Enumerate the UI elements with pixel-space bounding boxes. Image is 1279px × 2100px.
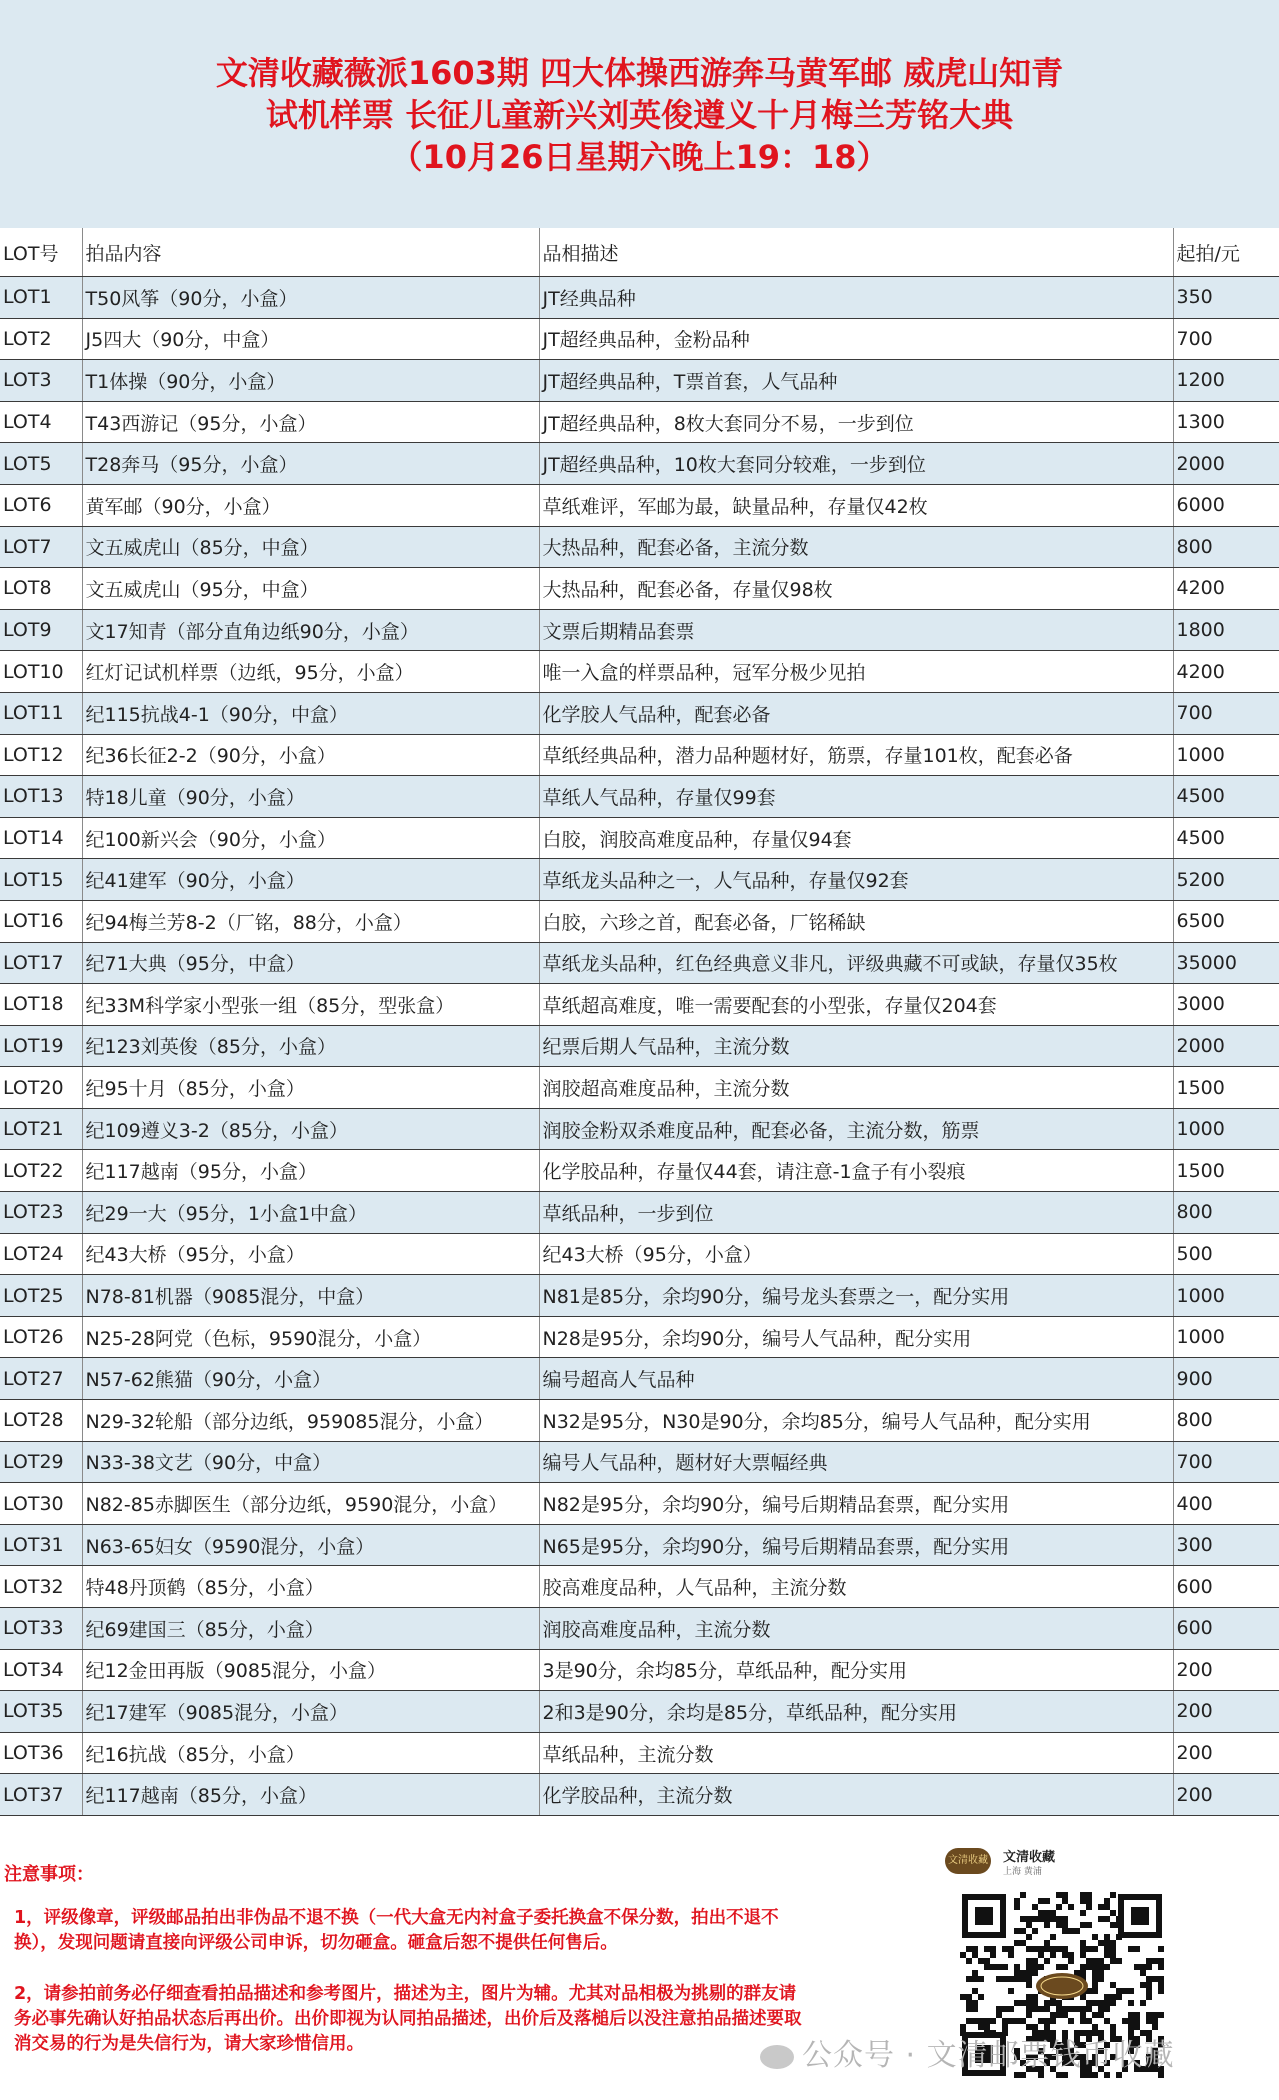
lot-number-cell: LOT6 — [0, 484, 82, 526]
condition-cell: 文票后期精品套票 — [539, 609, 1173, 651]
start-price-cell: 4500 — [1173, 817, 1279, 859]
start-price-cell: 350 — [1173, 277, 1279, 319]
start-price-cell: 800 — [1173, 1400, 1279, 1442]
item-cell: 黄军邮（90分，小盒） — [82, 484, 539, 526]
notes-section — [0, 1820, 1279, 2100]
table-row — [0, 1608, 1279, 1650]
table-row — [0, 526, 1279, 568]
brand-name: 文清收藏 — [1003, 1850, 1056, 1865]
table-row — [0, 692, 1279, 734]
item-cell: 特18儿童（90分，小盒） — [82, 776, 539, 818]
lot-number-cell: LOT21 — [0, 1108, 82, 1150]
lot-number-cell: LOT26 — [0, 1316, 82, 1358]
item-cell: T28奔马（95分，小盒） — [82, 443, 539, 485]
lot-table — [0, 228, 1279, 1816]
start-price-cell: 1300 — [1173, 401, 1279, 443]
lot-number-cell: LOT33 — [0, 1608, 82, 1650]
item-cell: 纪94梅兰芳8-2（厂铭，88分，小盒） — [82, 900, 539, 942]
item-cell: 文五威虎山（85分，中盒） — [82, 526, 539, 568]
lot-number-cell: LOT5 — [0, 443, 82, 485]
column-header-condition: 品相描述 — [539, 228, 1173, 277]
lot-number-cell: LOT9 — [0, 609, 82, 651]
item-cell: N25-28阿党（色标，9590混分，小盒） — [82, 1316, 539, 1358]
item-cell: J5四大（90分，中盒） — [82, 318, 539, 360]
table-row — [0, 1192, 1279, 1234]
table-row — [0, 1275, 1279, 1317]
condition-cell: 3是90分，余均85分，草纸品种，配分实用 — [539, 1649, 1173, 1691]
start-price-cell: 4500 — [1173, 776, 1279, 818]
start-price-cell: 1200 — [1173, 360, 1279, 402]
start-price-cell: 1500 — [1173, 1150, 1279, 1192]
auction-date: （10月26日星期六晚上19：18） — [390, 138, 889, 176]
table-row — [0, 609, 1279, 651]
table-row — [0, 1358, 1279, 1400]
start-price-cell: 6000 — [1173, 484, 1279, 526]
item-cell: 纪43大桥（95分，小盒） — [82, 1233, 539, 1275]
condition-cell: 润胶高难度品种，主流分数 — [539, 1608, 1173, 1650]
start-price-cell: 600 — [1173, 1608, 1279, 1650]
start-price-cell: 1000 — [1173, 734, 1279, 776]
condition-cell: 草纸经典品种，潜力品种题材好，筋票，存量101枚，配套必备 — [539, 734, 1173, 776]
item-cell: N29-32轮船（部分边纸，959085混分，小盒） — [82, 1400, 539, 1442]
start-price-cell: 1800 — [1173, 609, 1279, 651]
wechat-icon — [760, 2045, 794, 2069]
start-price-cell: 2000 — [1173, 443, 1279, 485]
item-cell: N82-85赤脚医生（部分边纸，9590混分，小盒） — [82, 1483, 539, 1525]
lot-number-cell: LOT7 — [0, 526, 82, 568]
item-cell: 文17知青（部分直角边纸90分，小盒） — [82, 609, 539, 651]
condition-cell: 草纸人气品种，存量仅99套 — [539, 776, 1173, 818]
item-cell: 纪41建军（90分，小盒） — [82, 859, 539, 901]
lot-number-cell: LOT22 — [0, 1150, 82, 1192]
table-row — [0, 900, 1279, 942]
lot-number-cell: LOT19 — [0, 1025, 82, 1067]
lot-number-cell: LOT37 — [0, 1774, 82, 1816]
lot-number-cell: LOT8 — [0, 568, 82, 610]
note-paragraph-2: 2，请参拍前务必仔细查看拍品描述和参考图片，描述为主，图片为辅。尤其对品相极为挑剔的群友请务必事先确认好拍品状态后再出价。出价即视为认同拍品描述，出价后及落槌后以没注意拍品描述要取消交易的行为是失信行为，请大家珍惜信用。 — [14, 1984, 802, 2054]
condition-cell: 化学胶品种，存量仅44套，请注意-1盒子有小裂痕 — [539, 1150, 1173, 1192]
lot-number-cell: LOT13 — [0, 776, 82, 818]
item-cell: 纪109遵义3-2（85分，小盒） — [82, 1108, 539, 1150]
column-header-start-price: 起拍/元 — [1173, 228, 1279, 277]
table-row — [0, 1441, 1279, 1483]
start-price-cell: 200 — [1173, 1691, 1279, 1733]
item-cell: T50风筝（90分，小盒） — [82, 277, 539, 319]
start-price-cell: 3000 — [1173, 984, 1279, 1026]
item-cell: N33-38文艺（90分，中盒） — [82, 1441, 539, 1483]
condition-cell: JT超经典品种，8枚大套同分不易，一步到位 — [539, 401, 1173, 443]
item-cell: 纪69建国三（85分，小盒） — [82, 1608, 539, 1650]
item-cell: 纪117越南（95分，小盒） — [82, 1150, 539, 1192]
start-price-cell: 1500 — [1173, 1067, 1279, 1109]
condition-cell: N65是95分，余均90分，编号后期精品套票，配分实用 — [539, 1524, 1173, 1566]
auction-title-line1: 文清收藏薇派1603期 四大体操西游奔马黄军邮 威虎山知青 — [215, 54, 1064, 92]
start-price-cell: 800 — [1173, 526, 1279, 568]
lot-number-cell: LOT28 — [0, 1400, 82, 1442]
table-row — [0, 859, 1279, 901]
lot-number-cell: LOT10 — [0, 651, 82, 693]
condition-cell: 草纸品种，主流分数 — [539, 1732, 1173, 1774]
table-row — [0, 401, 1279, 443]
item-cell: 纪17建军（9085混分，小盒） — [82, 1691, 539, 1733]
start-price-cell: 500 — [1173, 1233, 1279, 1275]
lot-number-cell: LOT18 — [0, 984, 82, 1026]
condition-cell: JT经典品种 — [539, 277, 1173, 319]
table-row — [0, 1150, 1279, 1192]
item-cell: N57-62熊猫（90分，小盒） — [82, 1358, 539, 1400]
item-cell: 纪115抗战4-1（90分，中盒） — [82, 692, 539, 734]
table-row — [0, 1233, 1279, 1275]
table-row — [0, 1108, 1279, 1150]
table-row — [0, 734, 1279, 776]
lot-number-cell: LOT23 — [0, 1192, 82, 1234]
condition-cell: 大热品种，配套必备，存量仅98枚 — [539, 568, 1173, 610]
item-cell: 纪16抗战（85分，小盒） — [82, 1732, 539, 1774]
condition-cell: JT超经典品种，10枚大套同分较难，一步到位 — [539, 443, 1173, 485]
table-row — [0, 1524, 1279, 1566]
condition-cell: 草纸品种，一步到位 — [539, 1192, 1173, 1234]
start-price-cell: 2000 — [1173, 1025, 1279, 1067]
table-row — [0, 942, 1279, 984]
condition-cell: 胶高难度品种，人气品种，主流分数 — [539, 1566, 1173, 1608]
table-row — [0, 1691, 1279, 1733]
table-row — [0, 318, 1279, 360]
header-banner — [0, 0, 1279, 228]
start-price-cell: 6500 — [1173, 900, 1279, 942]
item-cell: 纪100新兴会（90分，小盒） — [82, 817, 539, 859]
condition-cell: 白胶，六珍之首，配套必备，厂铭稀缺 — [539, 900, 1173, 942]
condition-cell: N81是85分，余均90分，编号龙头套票之一，配分实用 — [539, 1275, 1173, 1317]
table-row — [0, 817, 1279, 859]
lot-number-cell: LOT1 — [0, 277, 82, 319]
table-row — [0, 651, 1279, 693]
brand-logo: 文清收藏 — [945, 1848, 991, 1874]
watermark — [760, 2030, 1175, 2074]
condition-cell: 润胶金粉双杀难度品种，配套必备，主流分数，筋票 — [539, 1108, 1173, 1150]
table-row — [0, 1067, 1279, 1109]
condition-cell: N32是95分，N30是90分，余均85分，编号人气品种，配分实用 — [539, 1400, 1173, 1442]
lot-number-cell: LOT11 — [0, 692, 82, 734]
start-price-cell: 4200 — [1173, 568, 1279, 610]
column-header-item: 拍品内容 — [82, 228, 539, 277]
lot-number-cell: LOT27 — [0, 1358, 82, 1400]
table-row — [0, 1025, 1279, 1067]
start-price-cell: 900 — [1173, 1358, 1279, 1400]
start-price-cell: 700 — [1173, 692, 1279, 734]
start-price-cell: 200 — [1173, 1649, 1279, 1691]
table-row — [0, 443, 1279, 485]
column-header-lot: LOT号 — [0, 228, 82, 277]
item-cell: 纪36长征2-2（90分，小盒） — [82, 734, 539, 776]
start-price-cell: 700 — [1173, 1441, 1279, 1483]
condition-cell: 草纸龙头品种，红色经典意义非凡，评级典藏不可或缺，存量仅35枚 — [539, 942, 1173, 984]
condition-cell: N28是95分，余均90分，编号人气品种，配分实用 — [539, 1316, 1173, 1358]
item-cell: 红灯记试机样票（边纸，95分，小盒） — [82, 651, 539, 693]
table-row — [0, 360, 1279, 402]
item-cell: N78-81机器（9085混分，中盒） — [82, 1275, 539, 1317]
table-row — [0, 484, 1279, 526]
table-row — [0, 568, 1279, 610]
item-cell: 纪123刘英俊（85分，小盒） — [82, 1025, 539, 1067]
start-price-cell: 700 — [1173, 318, 1279, 360]
lot-number-cell: LOT3 — [0, 360, 82, 402]
condition-cell: 草纸难评，军邮为最，缺量品种，存量仅42枚 — [539, 484, 1173, 526]
item-cell: N63-65妇女（9590混分，小盒） — [82, 1524, 539, 1566]
lot-number-cell: LOT34 — [0, 1649, 82, 1691]
lot-number-cell: LOT15 — [0, 859, 82, 901]
condition-cell: N82是95分，余均90分，编号后期精品套票，配分实用 — [539, 1483, 1173, 1525]
lot-number-cell: LOT4 — [0, 401, 82, 443]
condition-cell: 纪43大桥（95分，小盒） — [539, 1233, 1173, 1275]
table-header-row — [0, 228, 1279, 277]
lot-number-cell: LOT24 — [0, 1233, 82, 1275]
condition-cell: JT超经典品种，金粉品种 — [539, 318, 1173, 360]
item-cell: 纪95十月（85分，小盒） — [82, 1067, 539, 1109]
auction-title-line2: 试机样票 长征儿童新兴刘英俊遵义十月梅兰芳铭大典 — [265, 96, 1014, 134]
start-price-cell: 600 — [1173, 1566, 1279, 1608]
note-paragraph-1: 1，评级像章，评级邮品拍出非伪品不退不换（一代大盒无内衬盒子委托换盒不保分数，拍出不退不换），发现问题请直接向评级公司申诉，切勿砸盒。砸盒后恕不提供任何售后。 — [14, 1908, 779, 1953]
lot-number-cell: LOT20 — [0, 1067, 82, 1109]
condition-cell: 润胶超高难度品种，主流分数 — [539, 1067, 1173, 1109]
condition-cell: 白胶，润胶高难度品种，存量仅94套 — [539, 817, 1173, 859]
brand-location: 上海 黄浦 — [1003, 1867, 1042, 1877]
item-cell: 文五威虎山（95分，中盒） — [82, 568, 539, 610]
table-row — [0, 1774, 1279, 1816]
brand-block — [945, 1842, 1195, 1882]
condition-cell: 大热品种，配套必备，主流分数 — [539, 526, 1173, 568]
start-price-cell: 200 — [1173, 1732, 1279, 1774]
lot-number-cell: LOT31 — [0, 1524, 82, 1566]
lot-number-cell: LOT17 — [0, 942, 82, 984]
start-price-cell: 200 — [1173, 1774, 1279, 1816]
start-price-cell: 35000 — [1173, 942, 1279, 984]
table-row — [0, 1400, 1279, 1442]
condition-cell: 编号超高人气品种 — [539, 1358, 1173, 1400]
lot-number-cell: LOT12 — [0, 734, 82, 776]
table-row — [0, 776, 1279, 818]
condition-cell: 编号人气品种，题材好大票幅经典 — [539, 1441, 1173, 1483]
condition-cell: 2和3是90分，余均是85分，草纸品种，配分实用 — [539, 1691, 1173, 1733]
condition-cell: 化学胶品种，主流分数 — [539, 1774, 1173, 1816]
lot-number-cell: LOT36 — [0, 1732, 82, 1774]
lot-number-cell: LOT14 — [0, 817, 82, 859]
lot-number-cell: LOT35 — [0, 1691, 82, 1733]
item-cell: 纪12金田再版（9085混分，小盒） — [82, 1649, 539, 1691]
start-price-cell: 800 — [1173, 1192, 1279, 1234]
condition-cell: 唯一入盒的样票品种，冠军分极少见拍 — [539, 651, 1173, 693]
notes-title: 注意事项： — [4, 1864, 94, 1885]
condition-cell: 草纸超高难度，唯一需要配套的小型张，存量仅204套 — [539, 984, 1173, 1026]
start-price-cell: 400 — [1173, 1483, 1279, 1525]
table-row — [0, 1316, 1279, 1358]
lot-number-cell: LOT25 — [0, 1275, 82, 1317]
item-cell: 纪33M科学家小型张一组（85分，型张盒） — [82, 984, 539, 1026]
item-cell: 纪117越南（85分，小盒） — [82, 1774, 539, 1816]
start-price-cell: 300 — [1173, 1524, 1279, 1566]
item-cell: T1体操（90分，小盒） — [82, 360, 539, 402]
start-price-cell: 5200 — [1173, 859, 1279, 901]
table-row — [0, 1566, 1279, 1608]
table-row — [0, 1732, 1279, 1774]
item-cell: T43西游记（95分，小盒） — [82, 401, 539, 443]
table-row — [0, 1649, 1279, 1691]
lot-number-cell: LOT16 — [0, 900, 82, 942]
condition-cell: 化学胶人气品种，配套必备 — [539, 692, 1173, 734]
start-price-cell: 1000 — [1173, 1275, 1279, 1317]
start-price-cell: 1000 — [1173, 1316, 1279, 1358]
item-cell: 纪71大典（95分，中盒） — [82, 942, 539, 984]
condition-cell: 纪票后期人气品种，主流分数 — [539, 1025, 1173, 1067]
condition-cell: JT超经典品种，T票首套，人气品种 — [539, 360, 1173, 402]
table-row — [0, 277, 1279, 319]
condition-cell: 草纸龙头品种之一，人气品种，存量仅92套 — [539, 859, 1173, 901]
lot-number-cell: LOT32 — [0, 1566, 82, 1608]
start-price-cell: 1000 — [1173, 1108, 1279, 1150]
table-row — [0, 1483, 1279, 1525]
item-cell: 纪29一大（95分，1小盒1中盒） — [82, 1192, 539, 1234]
lot-table-body — [0, 277, 1279, 1816]
item-cell: 特48丹顶鹤（85分，小盒） — [82, 1566, 539, 1608]
lot-number-cell: LOT30 — [0, 1483, 82, 1525]
lot-number-cell: LOT29 — [0, 1441, 82, 1483]
table-row — [0, 984, 1279, 1026]
lot-number-cell: LOT2 — [0, 318, 82, 360]
start-price-cell: 4200 — [1173, 651, 1279, 693]
watermark-text: 公众号 · 文清邮票钱币收藏 — [802, 2038, 1175, 2073]
